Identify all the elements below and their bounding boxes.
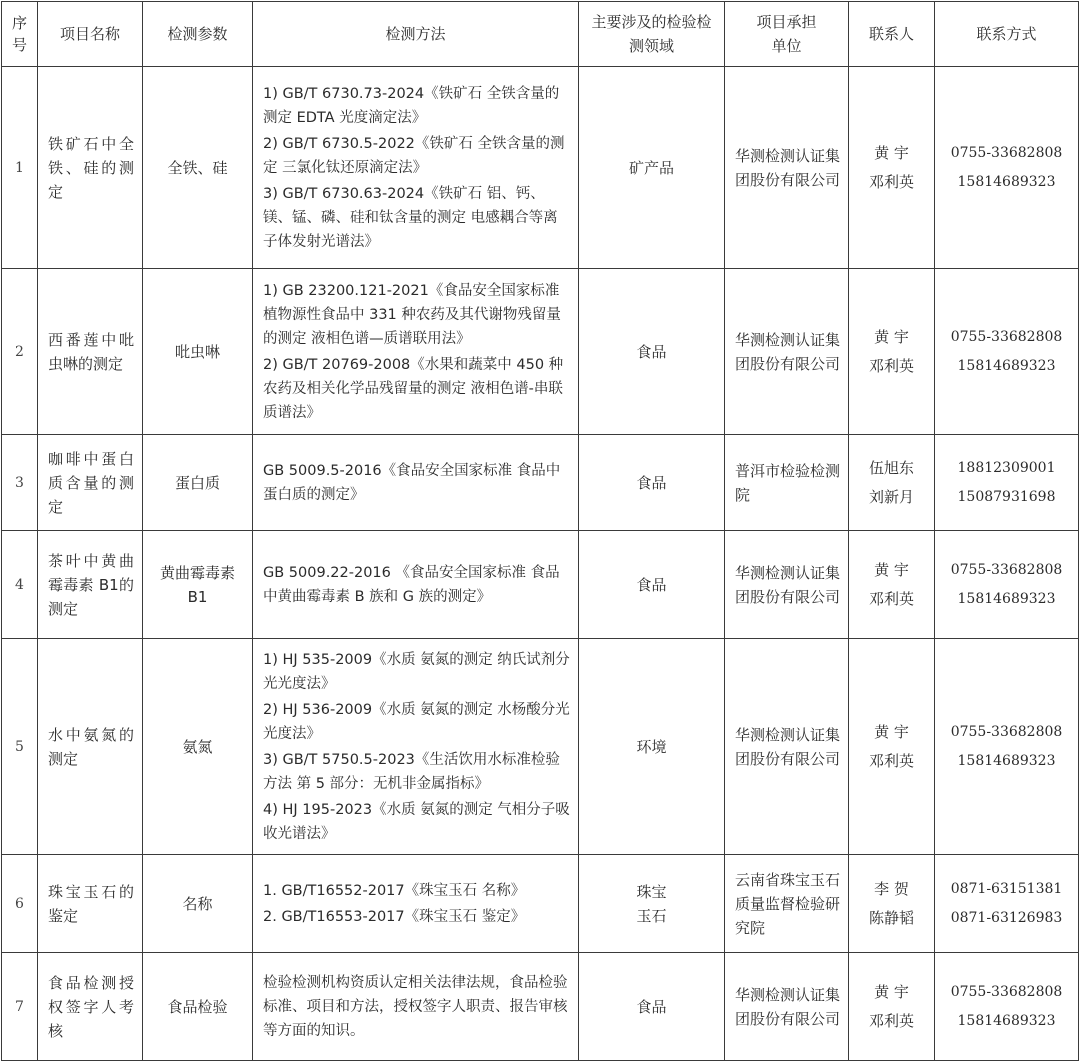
method-item: 1) GB/T 6730.73-2024《铁矿石 全铁含量的测定 EDTA 光度滴定法》 <box>263 85 560 126</box>
contact-name: 邓利英 <box>868 589 914 608</box>
row-methods <box>253 531 579 639</box>
contact-phone: 0755-33682808 <box>950 723 1063 740</box>
method-item: 2) HJ 536-2009《水质 氨氮的测定 水杨酸分光光度法》 <box>263 701 570 742</box>
method-item: 2) GB/T 20769-2008《水果和蔬菜中 450 种农药及相关化学品残留量的测定 液相色谱-串联质谱法》 <box>263 356 564 421</box>
row-phones <box>935 855 1079 953</box>
row-contacts <box>849 435 935 531</box>
row-project-name: 珠宝玉石的鉴定 <box>38 855 143 953</box>
row-phones <box>935 953 1079 1061</box>
contact-phone: 15814689323 <box>957 590 1056 607</box>
row-field: 环境 <box>579 639 725 855</box>
contact-phone: 0755-33682808 <box>950 328 1063 345</box>
contact-name: 黄 宇 <box>874 722 909 741</box>
method-item: 3) GB/T 6730.63-2024《铁矿石 铝、钙、镁、锰、磷、硅和钛含量的测定 电感耦合等离子体发射光谱法》 <box>263 185 558 250</box>
table-row <box>2 531 1079 639</box>
row-param: 吡虫啉 <box>143 269 253 435</box>
row-seq: 6 <box>2 855 38 953</box>
row-phones <box>935 67 1079 269</box>
contact-name: 邓利英 <box>868 751 914 770</box>
row-project-name: 水中氨氮的测定 <box>38 639 143 855</box>
row-phones <box>935 639 1079 855</box>
row-methods <box>253 953 579 1061</box>
row-field: 食品 <box>579 435 725 531</box>
contact-phone: 15814689323 <box>957 173 1056 190</box>
contact-phone: 15087931698 <box>957 488 1056 505</box>
contact-name: 李 贺 <box>874 879 909 898</box>
row-phones <box>935 435 1079 531</box>
contact-phone: 0755-33682808 <box>950 983 1063 1000</box>
method-item: 1) GB 23200.121-2021《食品安全国家标准 植物源性食品中 331 种农药及其代谢物残留量的测定 液相色谱—质谱联用法》 <box>263 282 561 347</box>
row-param: 蛋白质 <box>143 435 253 531</box>
row-contacts <box>849 67 935 269</box>
contact-name: 刘新月 <box>868 487 914 506</box>
row-project-name: 茶叶中黄曲霉毒素 B1的测定 <box>38 531 143 639</box>
contact-phone: 0871-63151381 <box>950 880 1063 897</box>
row-methods <box>253 855 579 953</box>
row-unit: 华测检测认证集团股份有限公司 <box>725 67 849 269</box>
method-item: 1) HJ 535-2009《水质 氨氮的测定 纳氏试剂分光光度法》 <box>263 651 570 692</box>
header-field: 主要涉及的检验检测领域 <box>579 2 725 67</box>
contact-name: 伍旭东 <box>868 458 914 477</box>
table-body <box>2 67 1079 1061</box>
header-method: 检测方法 <box>253 2 579 67</box>
row-contacts <box>849 269 935 435</box>
row-methods <box>253 639 579 855</box>
row-field: 食品 <box>579 269 725 435</box>
row-seq: 1 <box>2 67 38 269</box>
contact-name: 黄 宇 <box>874 327 909 346</box>
method-item: 2. GB/T16553-2017《珠宝玉石 鉴定》 <box>263 908 526 925</box>
header-unit: 项目承担单位 <box>725 2 849 67</box>
row-param: 黄曲霉毒素 B1 <box>143 531 253 639</box>
method-item: GB 5009.22-2016 《食品安全国家标准 食品中黄曲霉毒素 B 族和 G 族的测定》 <box>263 564 560 605</box>
row-methods <box>253 67 579 269</box>
table-row <box>2 639 1079 855</box>
table-row <box>2 67 1079 269</box>
row-methods <box>253 269 579 435</box>
row-seq: 3 <box>2 435 38 531</box>
header-seq: 序号 <box>2 2 38 67</box>
header-contact: 联系人 <box>849 2 935 67</box>
row-field: 食品 <box>579 953 725 1061</box>
method-item: 3) GB/T 5750.5-2023《生活饮用水标准检验方法 第 5 部分：无机非金属指标》 <box>263 751 560 792</box>
contact-phone: 0755-33682808 <box>950 144 1063 161</box>
header-param: 检测参数 <box>143 2 253 67</box>
row-phones <box>935 269 1079 435</box>
contact-name: 黄 宇 <box>874 560 909 579</box>
row-methods <box>253 435 579 531</box>
table-row <box>2 269 1079 435</box>
header-name: 项目名称 <box>38 2 143 67</box>
row-project-name: 铁矿石中全铁、硅的测定 <box>38 67 143 269</box>
method-item: 4) HJ 195-2023《水质 氨氮的测定 气相分子吸收光谱法》 <box>263 801 570 842</box>
method-item: 2) GB/T 6730.5-2022《铁矿石 全铁含量的测定 三氯化钛还原滴定法》 <box>263 135 565 176</box>
row-unit: 华测检测认证集团股份有限公司 <box>725 269 849 435</box>
row-param: 食品检验 <box>143 953 253 1061</box>
contact-phone: 15814689323 <box>957 752 1056 769</box>
project-table <box>1 1 1079 1061</box>
row-phones <box>935 531 1079 639</box>
contact-name: 黄 宇 <box>874 143 909 162</box>
contact-name: 陈静韬 <box>868 908 914 927</box>
contact-phone: 15814689323 <box>957 1012 1056 1029</box>
row-project-name: 食品检测授权签字人考核 <box>38 953 143 1061</box>
contact-phone: 0871-63126983 <box>950 909 1063 926</box>
header-row <box>2 2 1079 67</box>
row-field: 珠宝 玉石 <box>579 855 725 953</box>
row-unit: 普洱市检验检测院 <box>725 435 849 531</box>
header-phone: 联系方式 <box>935 2 1079 67</box>
contact-phone: 0755-33682808 <box>950 561 1063 578</box>
contact-name: 邓利英 <box>868 1011 914 1030</box>
method-item: GB 5009.5-2016《食品安全国家标准 食品中蛋白质的测定》 <box>263 462 561 503</box>
table-row <box>2 953 1079 1061</box>
row-unit: 云南省珠宝玉石质量监督检验研究院 <box>725 855 849 953</box>
table-row <box>2 855 1079 953</box>
row-seq: 7 <box>2 953 38 1061</box>
row-seq: 4 <box>2 531 38 639</box>
contact-name: 邓利英 <box>868 172 914 191</box>
row-param: 名称 <box>143 855 253 953</box>
row-param: 氨氮 <box>143 639 253 855</box>
row-project-name: 西番莲中吡虫啉的测定 <box>38 269 143 435</box>
row-seq: 5 <box>2 639 38 855</box>
contact-phone: 15814689323 <box>957 357 1056 374</box>
row-param: 全铁、硅 <box>143 67 253 269</box>
row-unit: 华测检测认证集团股份有限公司 <box>725 953 849 1061</box>
row-contacts <box>849 855 935 953</box>
row-project-name: 咖啡中蛋白质含量的测定 <box>38 435 143 531</box>
row-unit: 华测检测认证集团股份有限公司 <box>725 639 849 855</box>
contact-phone: 18812309001 <box>957 459 1056 476</box>
row-contacts <box>849 639 935 855</box>
row-contacts <box>849 531 935 639</box>
row-unit: 华测检测认证集团股份有限公司 <box>725 531 849 639</box>
contact-name: 邓利英 <box>868 356 914 375</box>
row-field: 食品 <box>579 531 725 639</box>
contact-name: 黄 宇 <box>874 982 909 1001</box>
row-seq: 2 <box>2 269 38 435</box>
row-field: 矿产品 <box>579 67 725 269</box>
row-contacts <box>849 953 935 1061</box>
method-item: 检验检测机构资质认定相关法律法规，食品检验标准、项目和方法，授权签字人职责、报告审核等方面的知识。 <box>263 974 568 1039</box>
method-item: 1. GB/T16552-2017《珠宝玉石 名称》 <box>263 882 526 899</box>
table-row <box>2 435 1079 531</box>
